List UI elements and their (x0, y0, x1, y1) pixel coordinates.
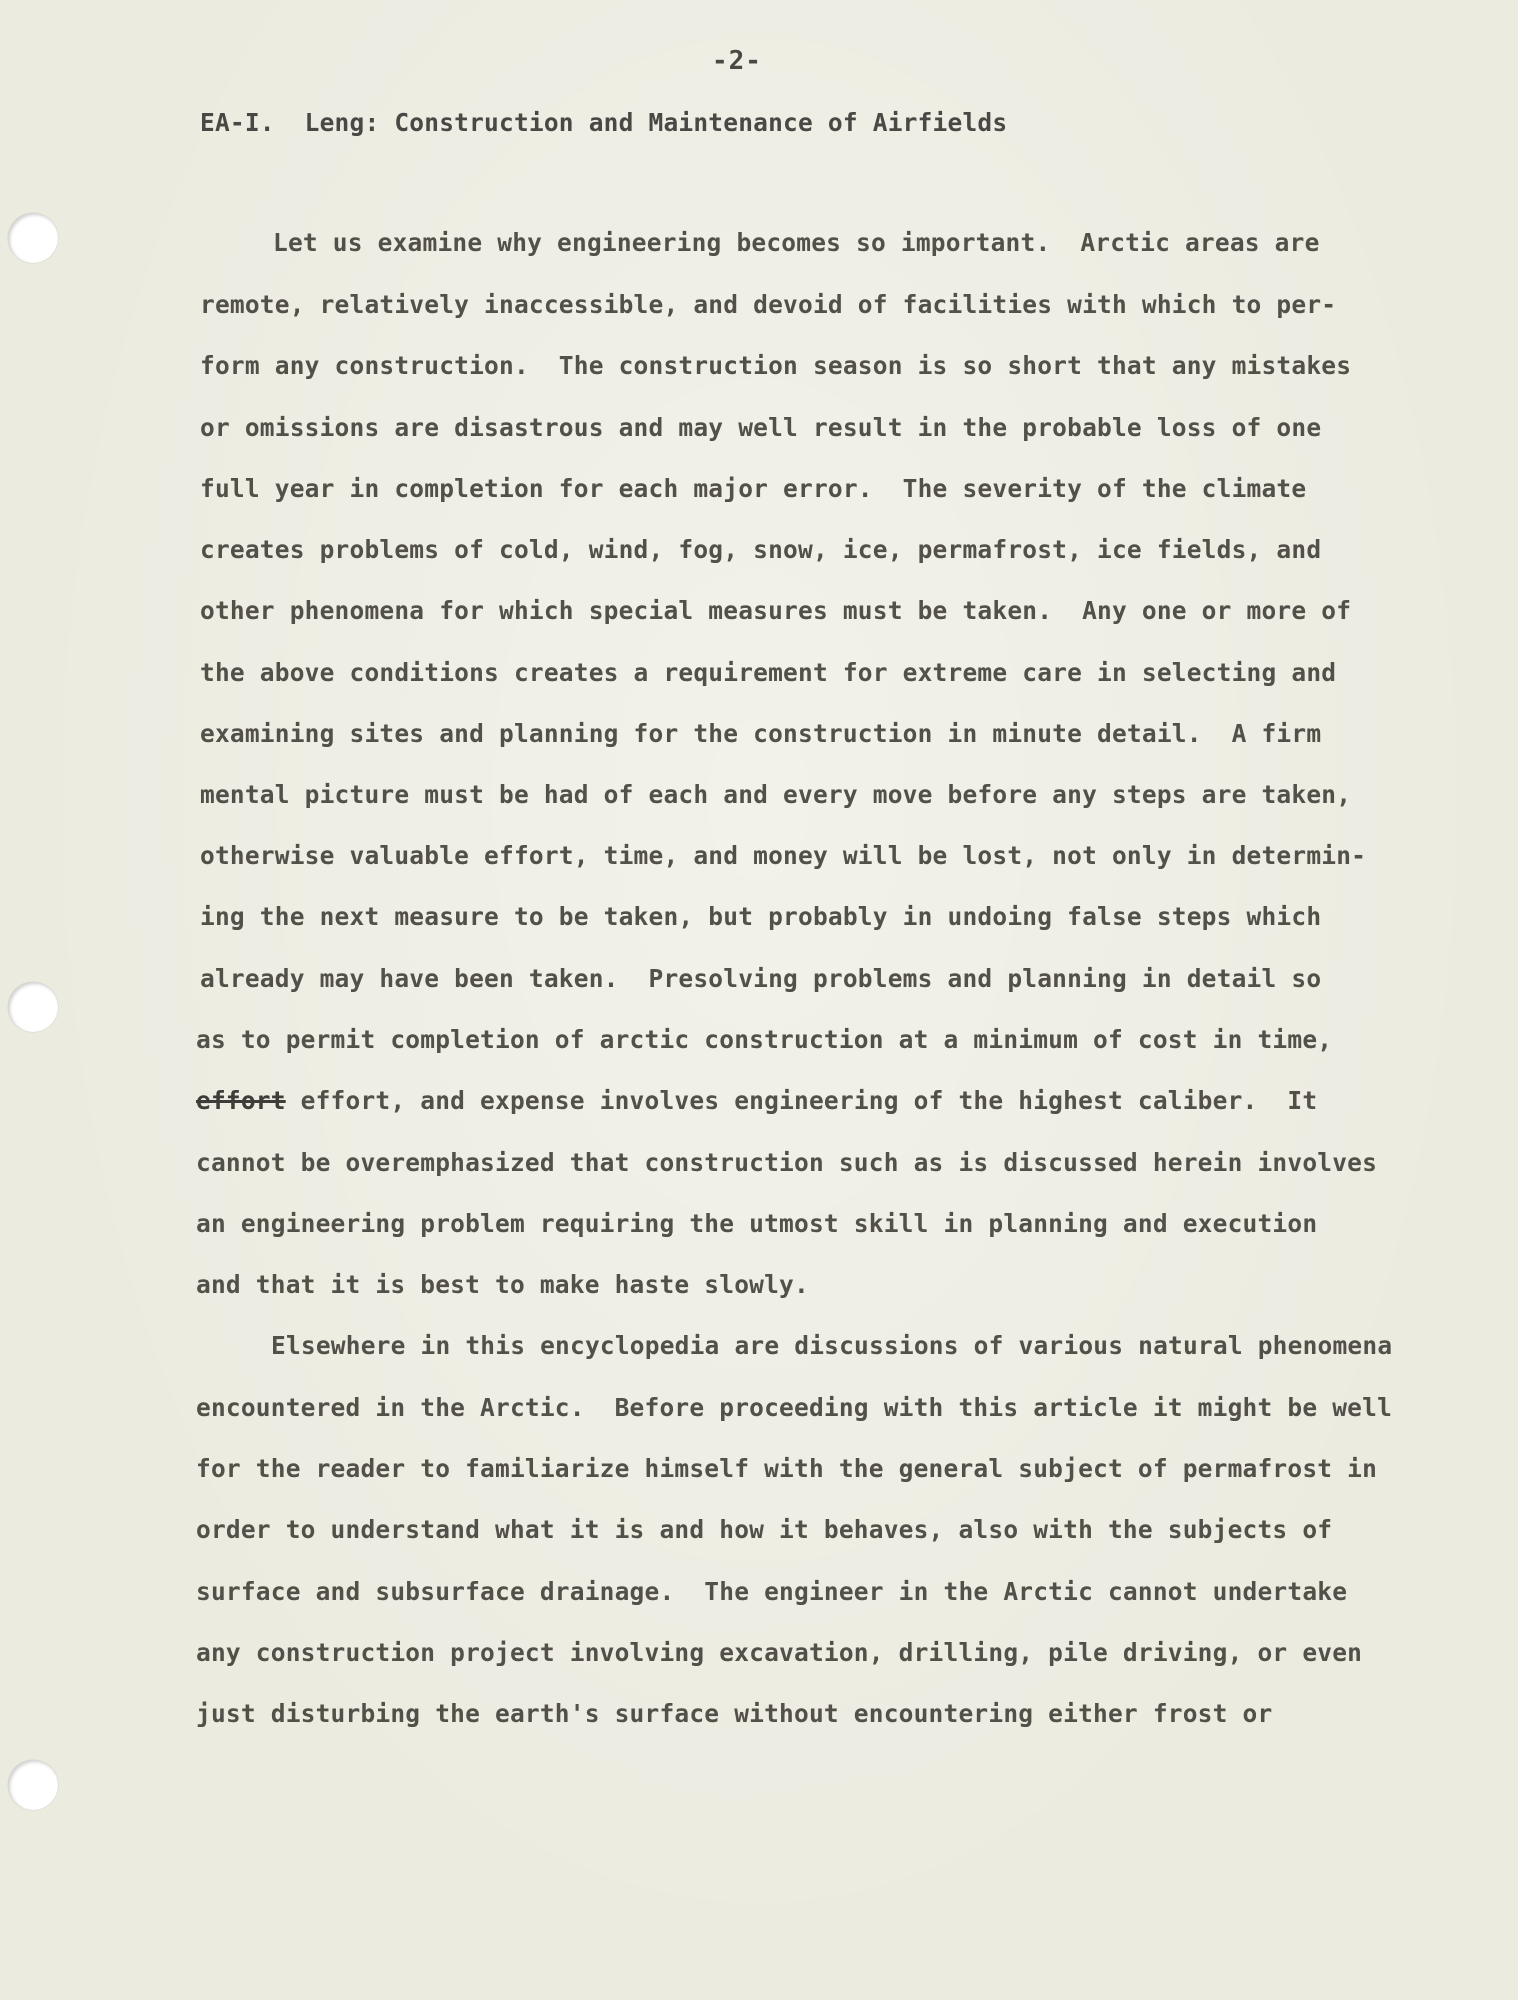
paragraph-1-line-5: full year in completion for each major error. The severity of the climate (200, 474, 1307, 503)
punch-hole (8, 982, 58, 1032)
struck-out-word: effort (196, 1086, 286, 1115)
paragraph-1-line-12: ing the next measure to be taken, but probably in undoing false steps which (200, 902, 1322, 931)
paragraph-1-line-1: Let us examine why engineering becomes so important. Arctic areas are (273, 228, 1320, 257)
punch-hole (8, 213, 58, 263)
paragraph-1-line-2: remote, relatively inaccessible, and devoid of facilities with which to per- (200, 290, 1337, 319)
paragraph-2-line-1: Elsewhere in this encyclopedia are discussions of various natural phenomena (271, 1331, 1393, 1360)
paragraph-1-line-3: form any construction. The construction season is so short that any mistakes (200, 351, 1352, 380)
paragraph-2-line-7: just disturbing the earth's surface without encountering either frost or (196, 1699, 1273, 1728)
paragraph-1-line-6: creates problems of cold, wind, fog, snow, ice, permafrost, ice fields, and (200, 535, 1322, 564)
paragraph-1-line-13: already may have been taken. Presolving problems and planning in detail so (200, 964, 1322, 993)
paragraph-2-line-6: any construction project involving excavation, drilling, pile driving, or even (196, 1638, 1363, 1667)
paragraph-1-line-16: cannot be overemphasized that construction such as is discussed herein involves (196, 1148, 1378, 1177)
paragraph-2-line-2: encountered in the Arctic. Before proceeding with this article it might be well (196, 1393, 1393, 1422)
paragraph-1-line-4: or omissions are disastrous and may well result in the probable loss of one (200, 413, 1322, 442)
paragraph-2-line-3: for the reader to familiarize himself with the general subject of permafrost in (196, 1454, 1378, 1483)
running-header: EA-I. Leng: Construction and Maintenance of Airfields (200, 108, 1008, 137)
paragraph-1-line-7: other phenomena for which special measures must be taken. Any one or more of (200, 596, 1352, 625)
paragraph-2-line-4: order to understand what it is and how it behaves, also with the subjects of (196, 1515, 1333, 1544)
paragraph-1-line-15 (196, 1086, 1317, 1115)
paragraph-1-line-18: and that it is best to make haste slowly. (196, 1270, 809, 1299)
punch-hole (8, 1760, 58, 1810)
paragraph-1-line-8: the above conditions creates a requirement for extreme care in selecting and (200, 658, 1337, 687)
paragraph-2-line-5: surface and subsurface drainage. The engineer in the Arctic cannot undertake (196, 1577, 1348, 1606)
paragraph-1-line-9: examining sites and planning for the construction in minute detail. A firm (200, 719, 1322, 748)
paragraph-1-line-10: mental picture must be had of each and every move before any steps are taken, (200, 780, 1352, 809)
paragraph-1-line-17: an engineering problem requiring the utmost skill in planning and execution (196, 1209, 1318, 1238)
paragraph-1-line-15-text: effort, and expense involves engineering of the highest caliber. It (300, 1086, 1318, 1115)
paragraph-1-line-14: as to permit completion of arctic construction at a minimum of cost in time, (196, 1025, 1333, 1054)
page-number: -2- (712, 46, 762, 76)
paragraph-1-line-11: otherwise valuable effort, time, and money will be lost, not only in determin- (200, 841, 1367, 870)
